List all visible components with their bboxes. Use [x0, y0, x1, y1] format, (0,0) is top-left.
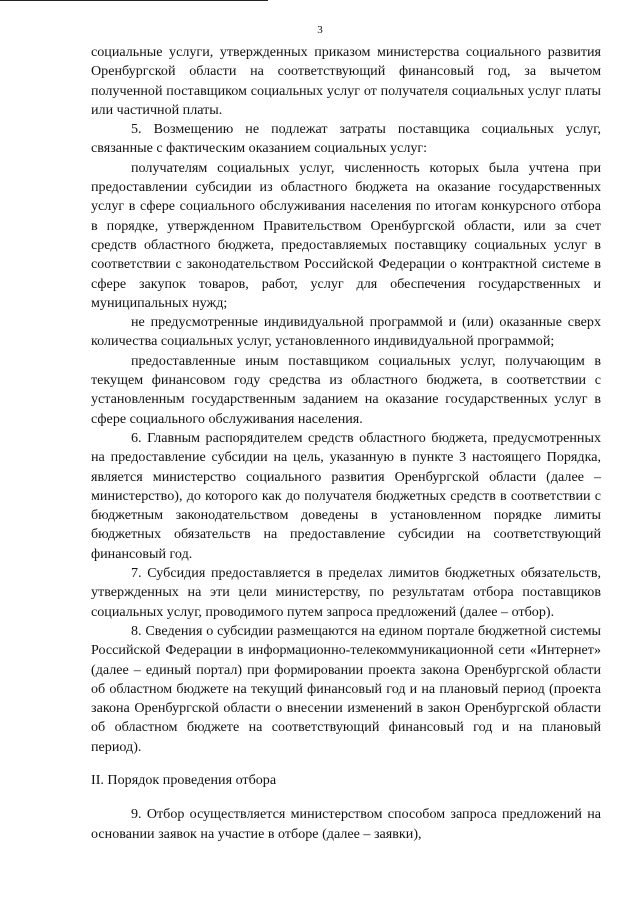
- document-body: [91, 43, 601, 844]
- paragraph: предоставленные иным поставщиком социальных услуг, получающим в текущем финансовом году средства из областного бюджета, в соответствии с установленным государственным заданием на оказание государственных услуг в сфере социального обслуживания населения.: [91, 352, 601, 427]
- paragraph: 5. Возмещению не подлежат затраты поставщика социальных услуг, связанные с фактическим оказанием социальных услуг:: [91, 121, 601, 157]
- paragraph: 6. Главным распорядителем средств областного бюджета, предусмотренных на предоставление субсидии на цель, указанную в пункте 3 настоящего Порядка, является министерство социального развития Оренбургской области (далее –министерство), до которого как до получателя бюджетных средств в соответствии с бюджетным законодательством доведены в установленном порядке лимиты бюджетных обязательств на предоставление субсидии на соответствующий финансовый год.: [91, 429, 601, 562]
- paragraph: 7. Субсидия предоставляется в пределах лимитов бюджетных обязательств, утвержденных на эти цели министерству, по результатам отбора поставщиков социальных услуг, проводимого путем запроса предложений (далее – отбор).: [91, 565, 601, 620]
- paragraph: 9. Отбор осуществляется министерством способом запроса предложений на основании заявок на участие в отборе (далее – заявки),: [91, 806, 601, 842]
- paragraphs-before: [91, 43, 601, 757]
- paragraph: 8. Сведения о субсидии размещаются на едином портале бюджетной системы Российской Федерации в информационно-телекоммуникационной сети «Интернет» (далее – единый портал) при формировании проекта закона Оренбургской области об областном бюджете на текущий финансовый год и на плановый период (проекта закона Оренбургской области о внесении изменений в закон Оренбургской области об областном бюджете на соответствующий финансовый год и на плановый период).: [91, 622, 601, 755]
- paragraphs-after: [91, 805, 601, 844]
- paragraph: не предусмотренные индивидуальной программой и (или) оказанные сверх количества социальных услуг, установленного индивидуальной программой;: [91, 314, 601, 350]
- page-number: 3: [317, 24, 323, 36]
- paragraph: получателям социальных услуг, численность которых была учтена при предоставлении субсидии из областного бюджета на оказание государственных услуг в сфере социального обслуживания населения по итогам конкурсного отбора в порядке, утвержденном Правительством Оренбургской области, или за счет средств областного бюджета, предоставляемых поставщику социальных услуг в соответствии с законодательством Российской Федерации о контрактной системе в сфере закупок товаров, работ, услуг для обеспечения государственных и муниципальных нужд;: [91, 159, 601, 311]
- paragraph: социальные услуги, утвержденных приказом министерства социального развития Оренбургской области на соответствующий финансовый год, за вычетом полученной поставщиком социальных услуг от получателя социальных услуг платы или частичной платы.: [91, 44, 601, 118]
- section-heading: II. Порядок проведения отбора: [91, 771, 277, 788]
- top-rule: [0, 0, 268, 1]
